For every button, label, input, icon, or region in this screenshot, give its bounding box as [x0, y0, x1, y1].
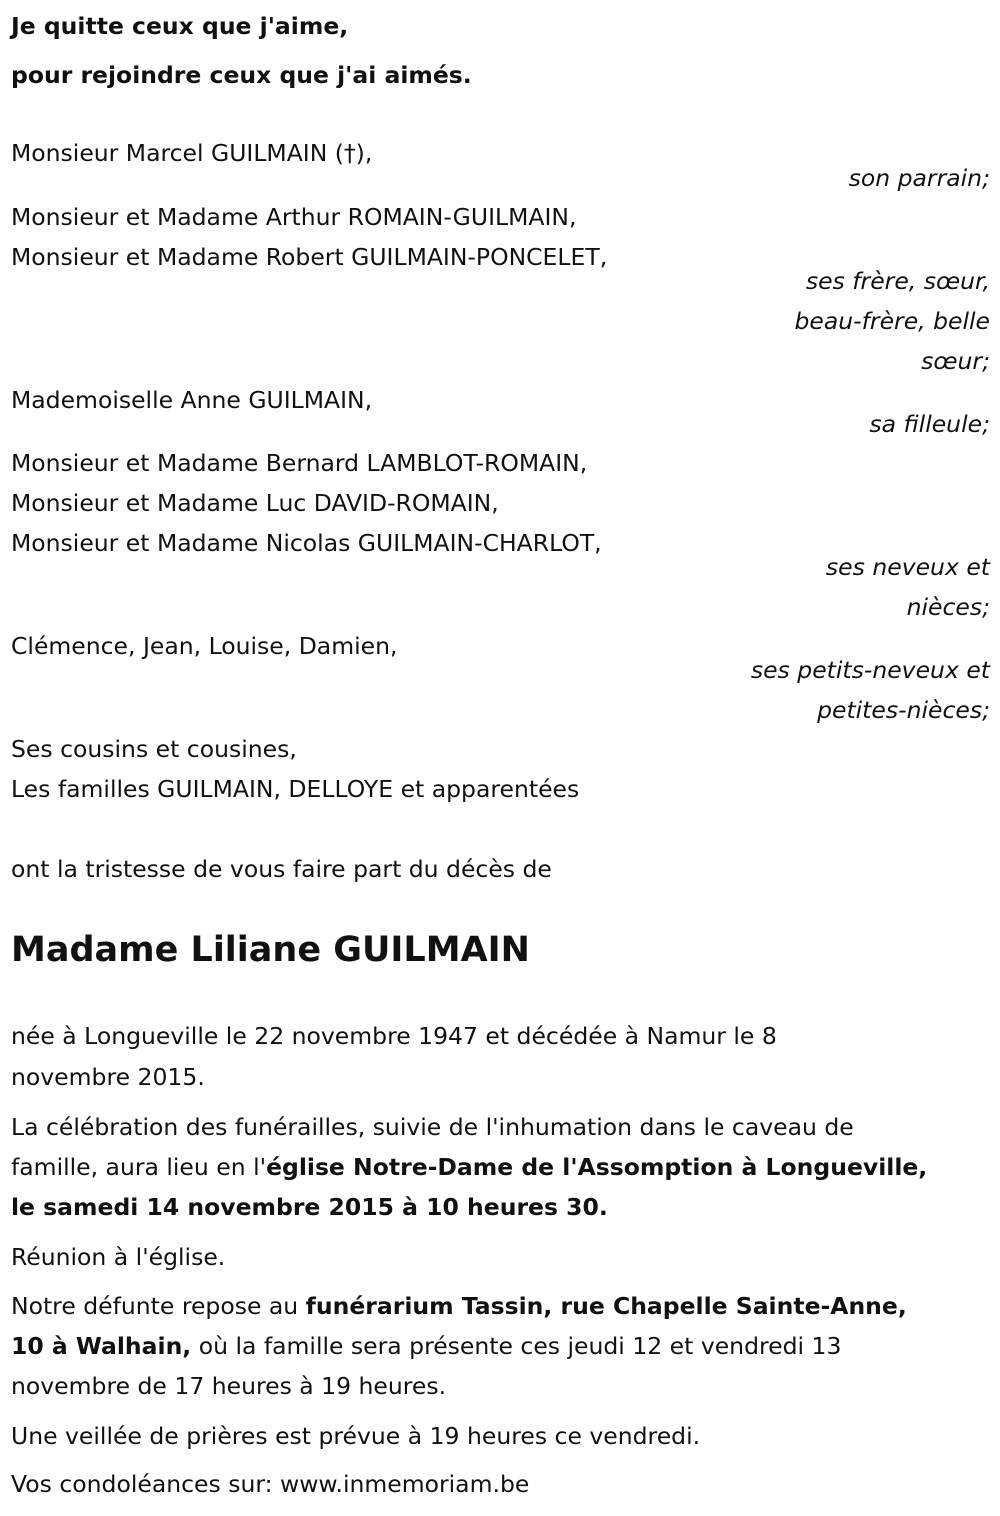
- relation-label: beau-frère, belle: [794, 307, 990, 335]
- family-line: Monsieur et Madame Bernard LAMBLOT-ROMAIN,: [11, 449, 588, 477]
- funeral-location: église Notre-Dame de l'Assomption à Longueville,: [266, 1153, 928, 1181]
- rest-line: [11, 1286, 907, 1326]
- family-line: Clémence, Jean, Louise, Damien,: [11, 632, 398, 660]
- relation-label: ses petits-neveux et: [750, 656, 990, 684]
- birth-death-line: novembre 2015.: [11, 1063, 205, 1091]
- epitaph-line-2: pour rejoindre ceux que j'ai aimés.: [11, 61, 472, 89]
- relation-label: ses frère, sœur,: [805, 267, 990, 295]
- family-line: Monsieur Marcel GUILMAIN (†),: [11, 139, 373, 167]
- funeral-text: famille, aura lieu en l': [11, 1153, 267, 1181]
- family-line: Monsieur et Madame Luc DAVID-ROMAIN,: [11, 489, 499, 517]
- deceased-name: Madame Liliane GUILMAIN: [11, 930, 530, 970]
- funerarium-address: 10 à Walhain,: [11, 1332, 192, 1360]
- relation-label: son parrain;: [848, 164, 990, 192]
- family-line: Les familles GUILMAIN, DELLOYE et apparentées: [11, 775, 580, 803]
- announcement: ont la tristesse de vous faire part du décès de: [11, 855, 552, 883]
- epitaph-line-1: Je quitte ceux que j'aime,: [11, 12, 349, 40]
- funeral-datetime: le samedi 14 novembre 2015 à 10 heures 30.: [11, 1193, 608, 1221]
- family-line: Monsieur et Madame Arthur ROMAIN-GUILMAIN,: [11, 203, 577, 231]
- rest-line: novembre de 17 heures à 19 heures.: [11, 1372, 447, 1400]
- rest-text: où la famille sera présente ces jeudi 12 et vendredi 13: [191, 1332, 842, 1360]
- funerarium-location: funérarium Tassin, rue Chapelle Sainte-Anne,: [305, 1292, 907, 1320]
- condolences-line: Vos condoléances sur: www.inmemoriam.be: [11, 1470, 530, 1498]
- funeral-line: La célébration des funérailles, suivie de l'inhumation dans le caveau de: [11, 1113, 854, 1141]
- family-line: Mademoiselle Anne GUILMAIN,: [11, 386, 373, 414]
- family-line: Ses cousins et cousines,: [11, 735, 297, 763]
- family-line: Monsieur et Madame Robert GUILMAIN-PONCELET,: [11, 243, 608, 271]
- meeting-line: Réunion à l'église.: [11, 1243, 226, 1271]
- vigil-line: Une veillée de prières est prévue à 19 heures ce vendredi.: [11, 1422, 701, 1450]
- funeral-line: [11, 1147, 927, 1187]
- family-line: Monsieur et Madame Nicolas GUILMAIN-CHARLOT,: [11, 529, 602, 557]
- rest-text: Notre défunte repose au: [11, 1292, 306, 1320]
- relation-label: nièces;: [906, 593, 990, 621]
- relation-label: sœur;: [921, 347, 990, 375]
- relation-label: sa filleule;: [869, 410, 990, 438]
- relation-label: ses neveux et: [825, 553, 990, 581]
- relation-label: petites-nièces;: [817, 696, 990, 724]
- rest-line: [11, 1326, 841, 1366]
- birth-death-line: née à Longueville le 22 novembre 1947 et décédée à Namur le 8: [11, 1022, 777, 1050]
